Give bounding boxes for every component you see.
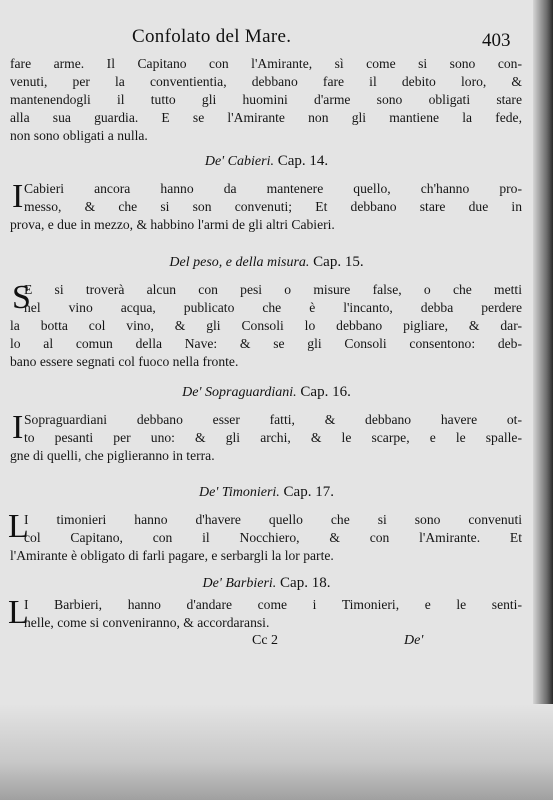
page-number: 403 — [482, 30, 511, 51]
signature-mark: Cc 2 — [252, 633, 279, 648]
text-line: mantenendogli il tutto gli huomini d'arme sono obligati stare — [10, 92, 522, 107]
chapter-title: Del peso, e della misura. — [169, 255, 310, 270]
text-line: gne di quelli, che piglieranno in terra. — [10, 448, 215, 463]
chapter-title: De' Timonieri. — [199, 485, 280, 500]
chapter-heading-18 — [0, 575, 533, 592]
text-line: nel vino acqua, publicato che è l'incanto, debba perdere — [24, 300, 522, 315]
text-line: I Barbieri, hanno d'andare come i Timonieri, e le senti- — [24, 597, 522, 612]
chapter-number: Cap. 14. — [277, 153, 329, 169]
text-line: Cabieri ancora hanno da mantenere quello, ch'hanno pro- — [24, 181, 522, 196]
text-line: venuti, per la conventientia, debbano fare il debito loro, & — [10, 74, 522, 89]
drop-cap: L — [8, 508, 29, 545]
text-line: to pesanti per uno: & gli archi, & le scarpe, e le spalle- — [24, 430, 522, 445]
text-line: lo al comun della Nave: & se gli Consoli consentono: deb- — [10, 336, 522, 351]
chapter-title: De' Cabieri. — [204, 154, 274, 169]
text-line: E si troverà alcun con pesi o misure false, o che metti — [24, 282, 522, 297]
drop-cap: S — [12, 279, 31, 316]
chapter-heading-15 — [0, 254, 533, 271]
text-line: Sopraguardiani debbano esser fatti, & debbano havere ot- — [24, 412, 522, 427]
text-line: fare arme. Il Capitano con l'Amirante, sì come si sono con- — [10, 56, 522, 71]
text-line: nelle, come si conveniranno, & accordaransi. — [24, 615, 270, 630]
chapter-title: De' Barbieri. — [202, 576, 277, 591]
page-edge-shadow — [533, 0, 553, 800]
text-line: non sono obligati a nulla. — [10, 128, 148, 143]
chapter-heading-17 — [0, 484, 533, 501]
text-line: prova, e due in mezzo, & habbino l'armi de gli altri Cabieri. — [10, 217, 335, 232]
chapter-15-body — [10, 281, 522, 371]
drop-cap: I — [12, 178, 24, 215]
chapter-17-body — [8, 508, 522, 565]
continuation-paragraph — [10, 55, 522, 145]
text-line: alla sua guardia. E se l'Amirante non gli mantiene la fede, — [10, 110, 522, 125]
chapter-heading-14 — [0, 153, 533, 170]
drop-cap: I — [12, 409, 24, 446]
chapter-16-body — [10, 411, 522, 465]
text-line: l'Amirante è obligato di farli pagare, e serbargli la lor parte. — [10, 548, 334, 563]
page-footer — [0, 633, 533, 655]
page-header — [0, 28, 533, 52]
text-line: messo, & che si son convenuti; Et debbano stare due in — [24, 199, 522, 214]
text-line: col Capitano, con il Nocchiero, & con l'Amirante. Et — [24, 530, 522, 545]
catchword: De' — [404, 633, 424, 648]
text-line: bano essere segnati col fuoco nella fronte. — [10, 354, 239, 369]
text-line: la botta col vino, & gli Consoli lo debbano pigliare, & dar- — [10, 318, 522, 333]
chapter-number: Cap. 18. — [280, 575, 331, 591]
chapter-number: Cap. 17. — [283, 484, 334, 500]
running-title: Confolato del Mare. — [132, 26, 292, 47]
chapter-18-body — [10, 596, 522, 632]
chapter-title: De' Sopraguardiani. — [182, 385, 297, 400]
page-bottom-shadow — [0, 704, 553, 800]
drop-cap: L — [8, 594, 29, 631]
chapter-number: Cap. 15. — [313, 254, 364, 270]
chapter-heading-16 — [0, 384, 533, 401]
chapter-number: Cap. 16. — [300, 384, 351, 400]
chapter-14-body — [10, 180, 522, 234]
text-line: I timonieri hanno d'havere quello che si sono convenuti — [24, 512, 522, 527]
